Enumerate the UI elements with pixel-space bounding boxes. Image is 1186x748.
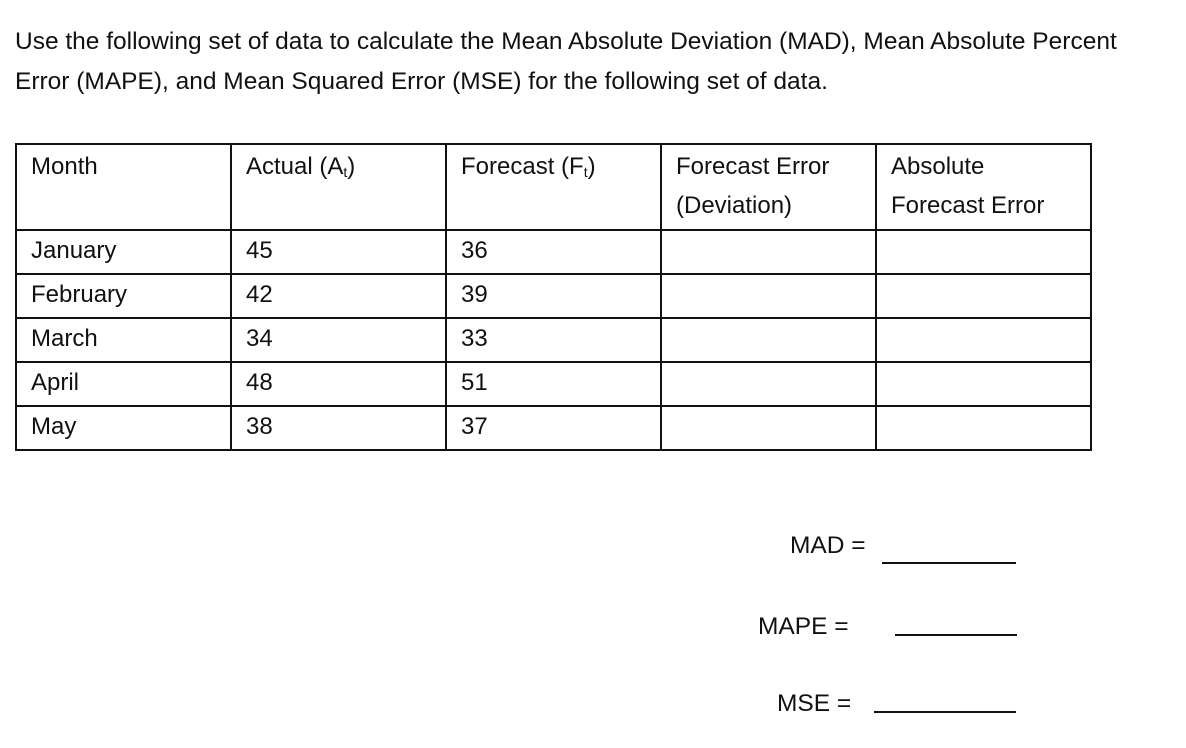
header-actual-close: ): [347, 153, 356, 180]
header-forecast: [446, 144, 661, 230]
cell-actual: 42: [231, 274, 446, 318]
header-forecast-error: Forecast Error (Deviation): [661, 144, 876, 230]
cell-forecast-error[interactable]: [661, 406, 876, 450]
header-actual-label: Actual (A: [246, 153, 344, 180]
table-row: [16, 274, 1091, 318]
cell-month: April: [16, 362, 231, 406]
header-actual: [231, 144, 446, 230]
mse-label: MSE =: [777, 690, 852, 717]
header-actual-subscript: t: [343, 164, 348, 180]
table-row: [16, 318, 1091, 362]
mse-answer-blank[interactable]: [874, 711, 1016, 713]
cell-actual: 38: [231, 406, 446, 450]
header-forecast-close: ): [587, 153, 596, 180]
cell-actual: 48: [231, 362, 446, 406]
cell-month: May: [16, 406, 231, 450]
header-forecast-label: Forecast (F: [461, 153, 584, 180]
table-row: [16, 230, 1091, 274]
cell-absolute-error[interactable]: [876, 406, 1091, 450]
cell-forecast: 33: [446, 318, 661, 362]
cell-actual: 45: [231, 230, 446, 274]
mad-label: MAD =: [790, 532, 866, 559]
mape-label: MAPE =: [758, 613, 849, 640]
cell-absolute-error[interactable]: [876, 230, 1091, 274]
forecast-data-table: [15, 143, 1092, 451]
cell-month: March: [16, 318, 231, 362]
table-header-row: [16, 144, 1091, 230]
mad-answer-blank[interactable]: [882, 562, 1016, 564]
header-month: Month: [16, 144, 231, 230]
mape-answer-blank[interactable]: [895, 634, 1017, 636]
cell-forecast-error[interactable]: [661, 274, 876, 318]
table-row: [16, 362, 1091, 406]
header-absolute-forecast-error: Absolute Forecast Error: [876, 144, 1091, 230]
cell-absolute-error[interactable]: [876, 274, 1091, 318]
cell-forecast-error[interactable]: [661, 318, 876, 362]
cell-month: January: [16, 230, 231, 274]
cell-forecast-error[interactable]: [661, 230, 876, 274]
header-forecast-subscript: t: [583, 164, 588, 180]
cell-absolute-error[interactable]: [876, 318, 1091, 362]
cell-forecast: 37: [446, 406, 661, 450]
cell-forecast: 51: [446, 362, 661, 406]
instructions-text: Use the following set of data to calculate the Mean Absolute Deviation (MAD), Mean Absolute Percent Error (MAPE), and Mean Squared Error (MSE) for the following set of data.: [15, 28, 1117, 95]
cell-month: February: [16, 274, 231, 318]
cell-absolute-error[interactable]: [876, 362, 1091, 406]
cell-forecast-error[interactable]: [661, 362, 876, 406]
cell-actual: 34: [231, 318, 446, 362]
table-row: [16, 406, 1091, 450]
cell-forecast: 36: [446, 230, 661, 274]
cell-forecast: 39: [446, 274, 661, 318]
